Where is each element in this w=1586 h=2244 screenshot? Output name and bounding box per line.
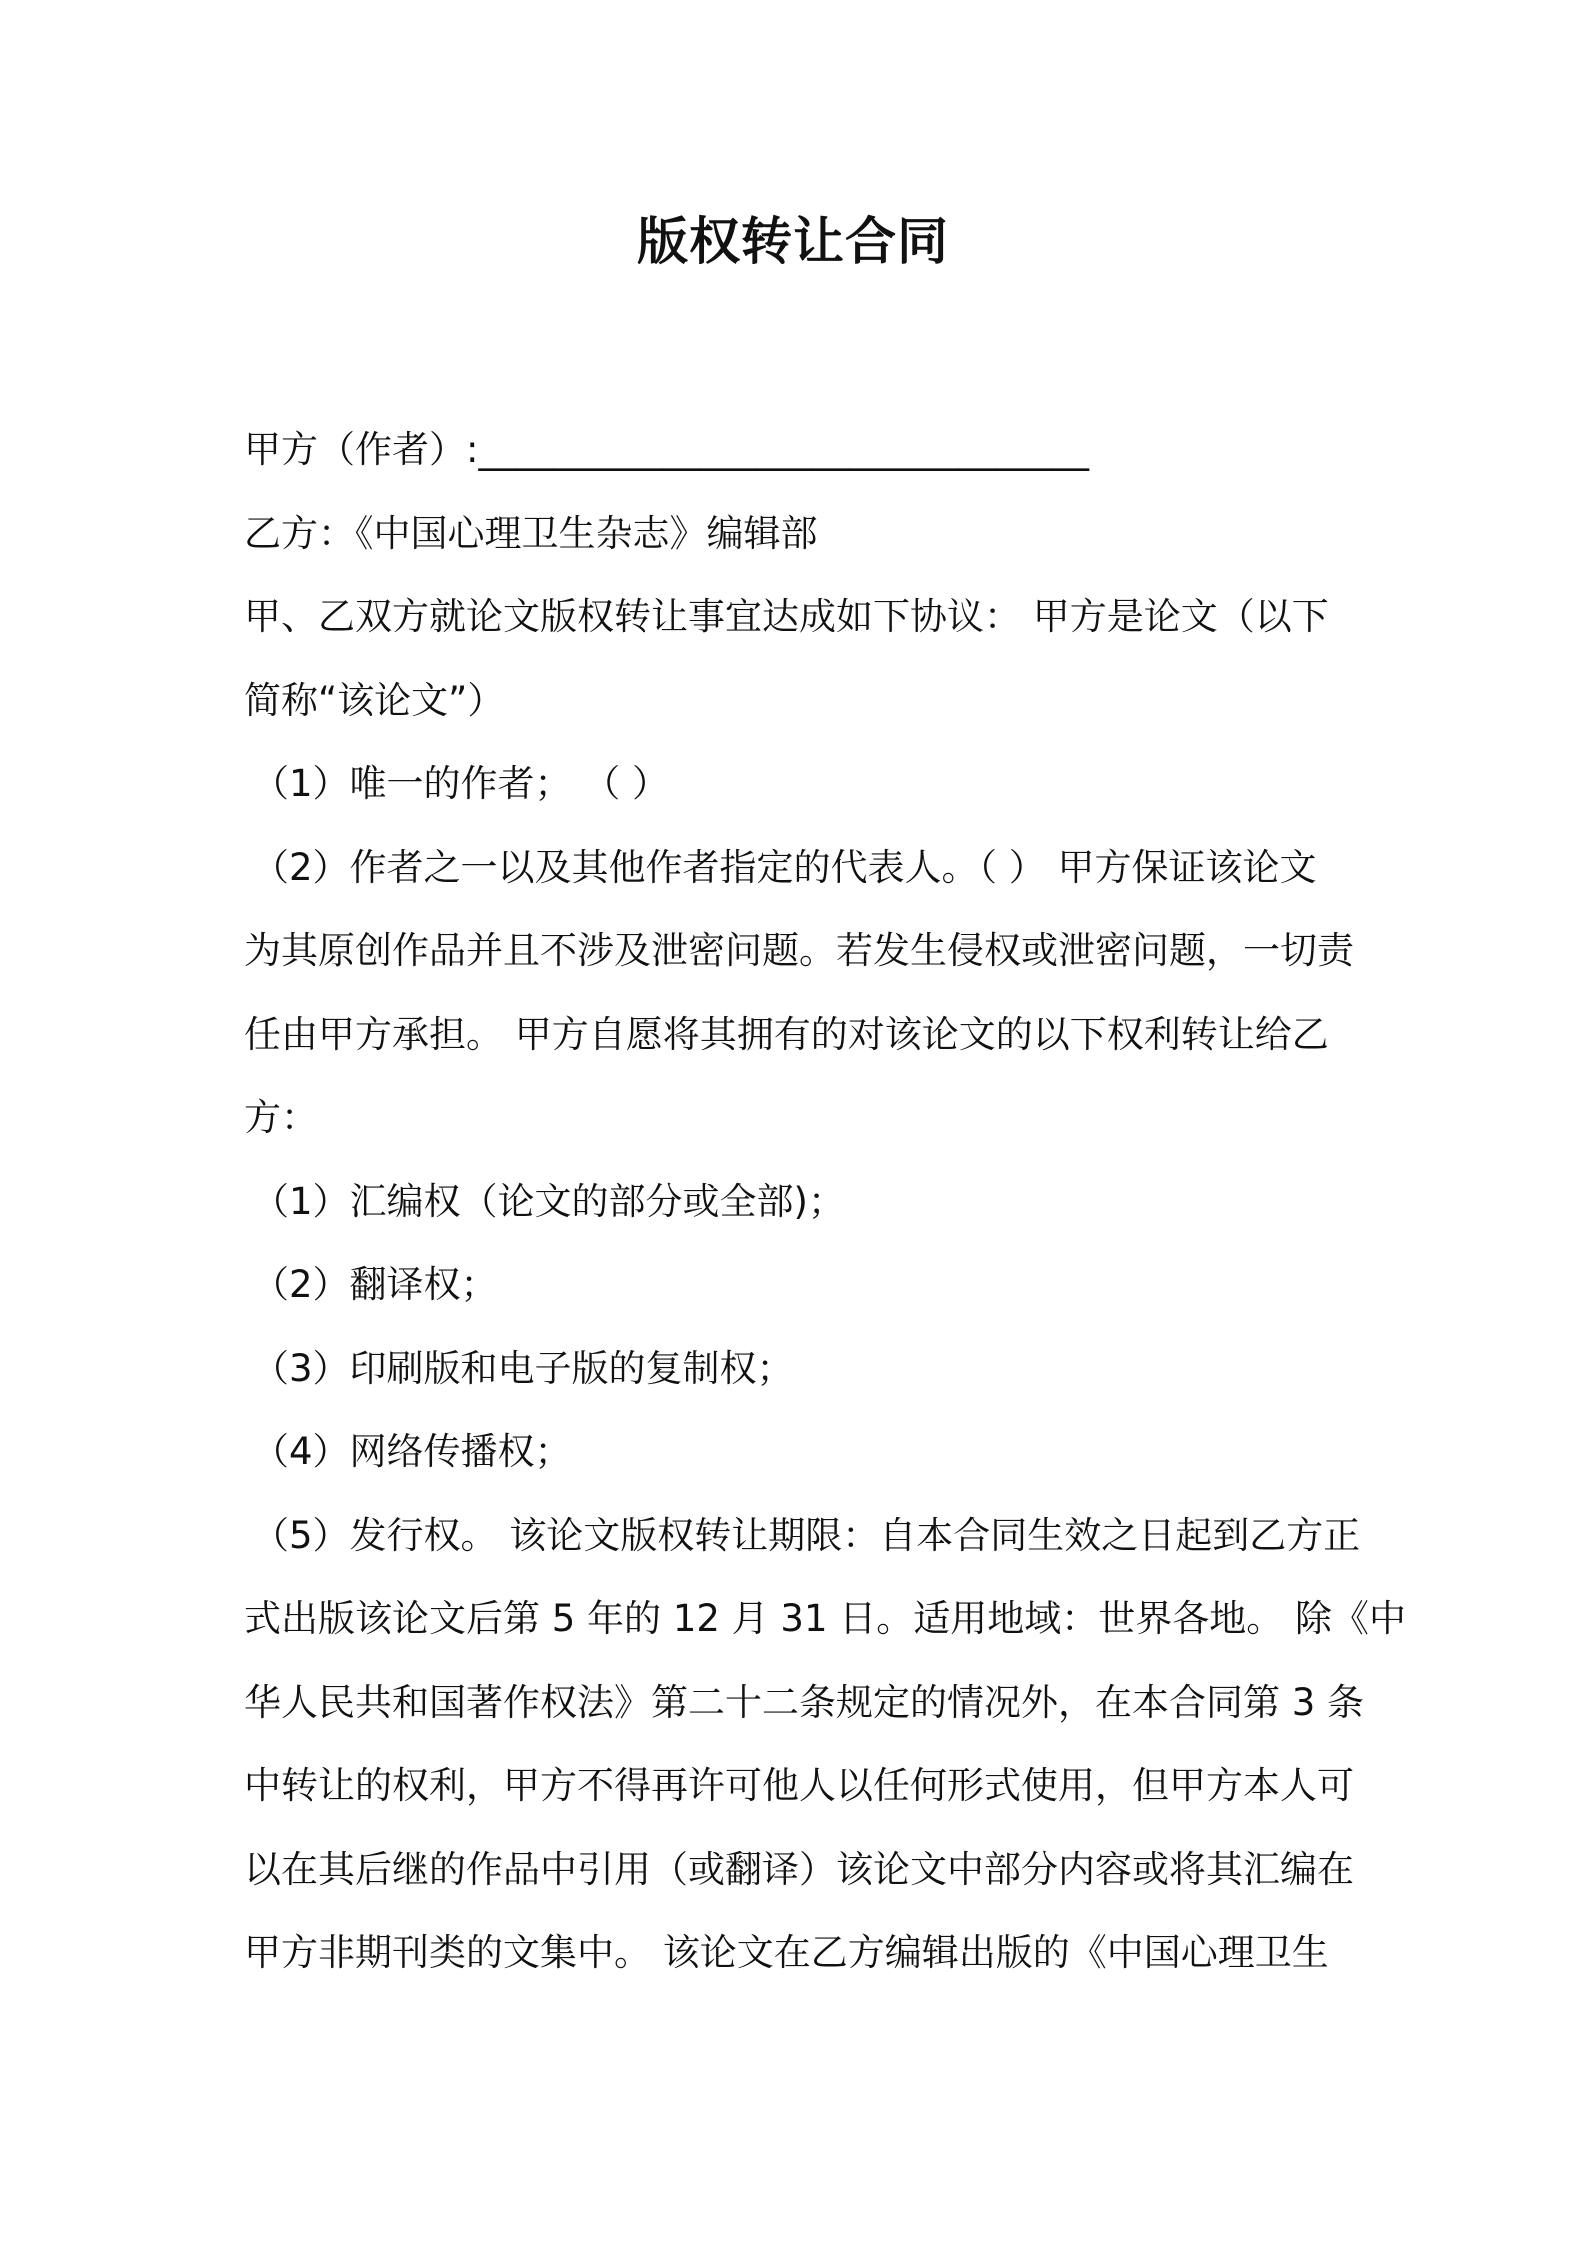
- body-line: 为其原创作品并且不涉及泄密问题。若发生侵权或泄密问题，一切责: [244, 929, 1354, 972]
- body-line: 方：: [244, 1096, 318, 1139]
- party-b-line: 乙方：《中国心理卫生杂志》编辑部: [244, 511, 818, 555]
- body-line: 式出版该论文后第 5 年的 12 月 31 日。适用地域：世界各地。 除《中: [244, 1597, 1407, 1640]
- party-a-line: 甲方（作者）:_________________________________: [244, 428, 1089, 471]
- body-line: 任由甲方承担。 甲方自愿将其拥有的对该论文的以下权利转让给乙: [244, 1012, 1329, 1056]
- list-item: （1）汇编权（论文的部分或全部)；: [252, 1179, 845, 1223]
- list-item: （2）翻译权；: [252, 1263, 498, 1306]
- body-line: 以在其后继的作品中引用（或翻译）该论文中部分内容或将其汇编在: [244, 1847, 1354, 1891]
- document-body: [244, 408, 1407, 1995]
- list-item: （4）网络传播权；: [252, 1430, 572, 1473]
- body-line: 中转让的权利，甲方不得再许可他人以任何形式使用，但甲方本人可: [244, 1764, 1354, 1807]
- list-item: （5）发行权。 该论文版权转让期限：自本合同生效之日起到乙方正: [252, 1513, 1361, 1557]
- body-line: 简称“该论文”）: [244, 678, 505, 722]
- list-item: （1）唯一的作者； （ ）: [252, 762, 670, 805]
- document-title: 版权转让合同: [636, 213, 949, 272]
- list-item: （2）作者之一以及其他作者指定的代表人。（ ） 甲方保证该论文: [252, 845, 1317, 889]
- body-line: 华人民共和国著作权法》第二十二条规定的情况外，在本合同第 3 条: [244, 1680, 1365, 1724]
- list-item: （3）印刷版和电子版的复制权；: [252, 1346, 794, 1390]
- agreement-intro-line: 甲、乙双方就论文版权转让事宜达成如下协议： 甲方是论文（以下: [244, 595, 1329, 638]
- body-line: 甲方非期刊类的文集中。 该论文在乙方编辑出版的《中国心理卫生: [244, 1931, 1329, 1974]
